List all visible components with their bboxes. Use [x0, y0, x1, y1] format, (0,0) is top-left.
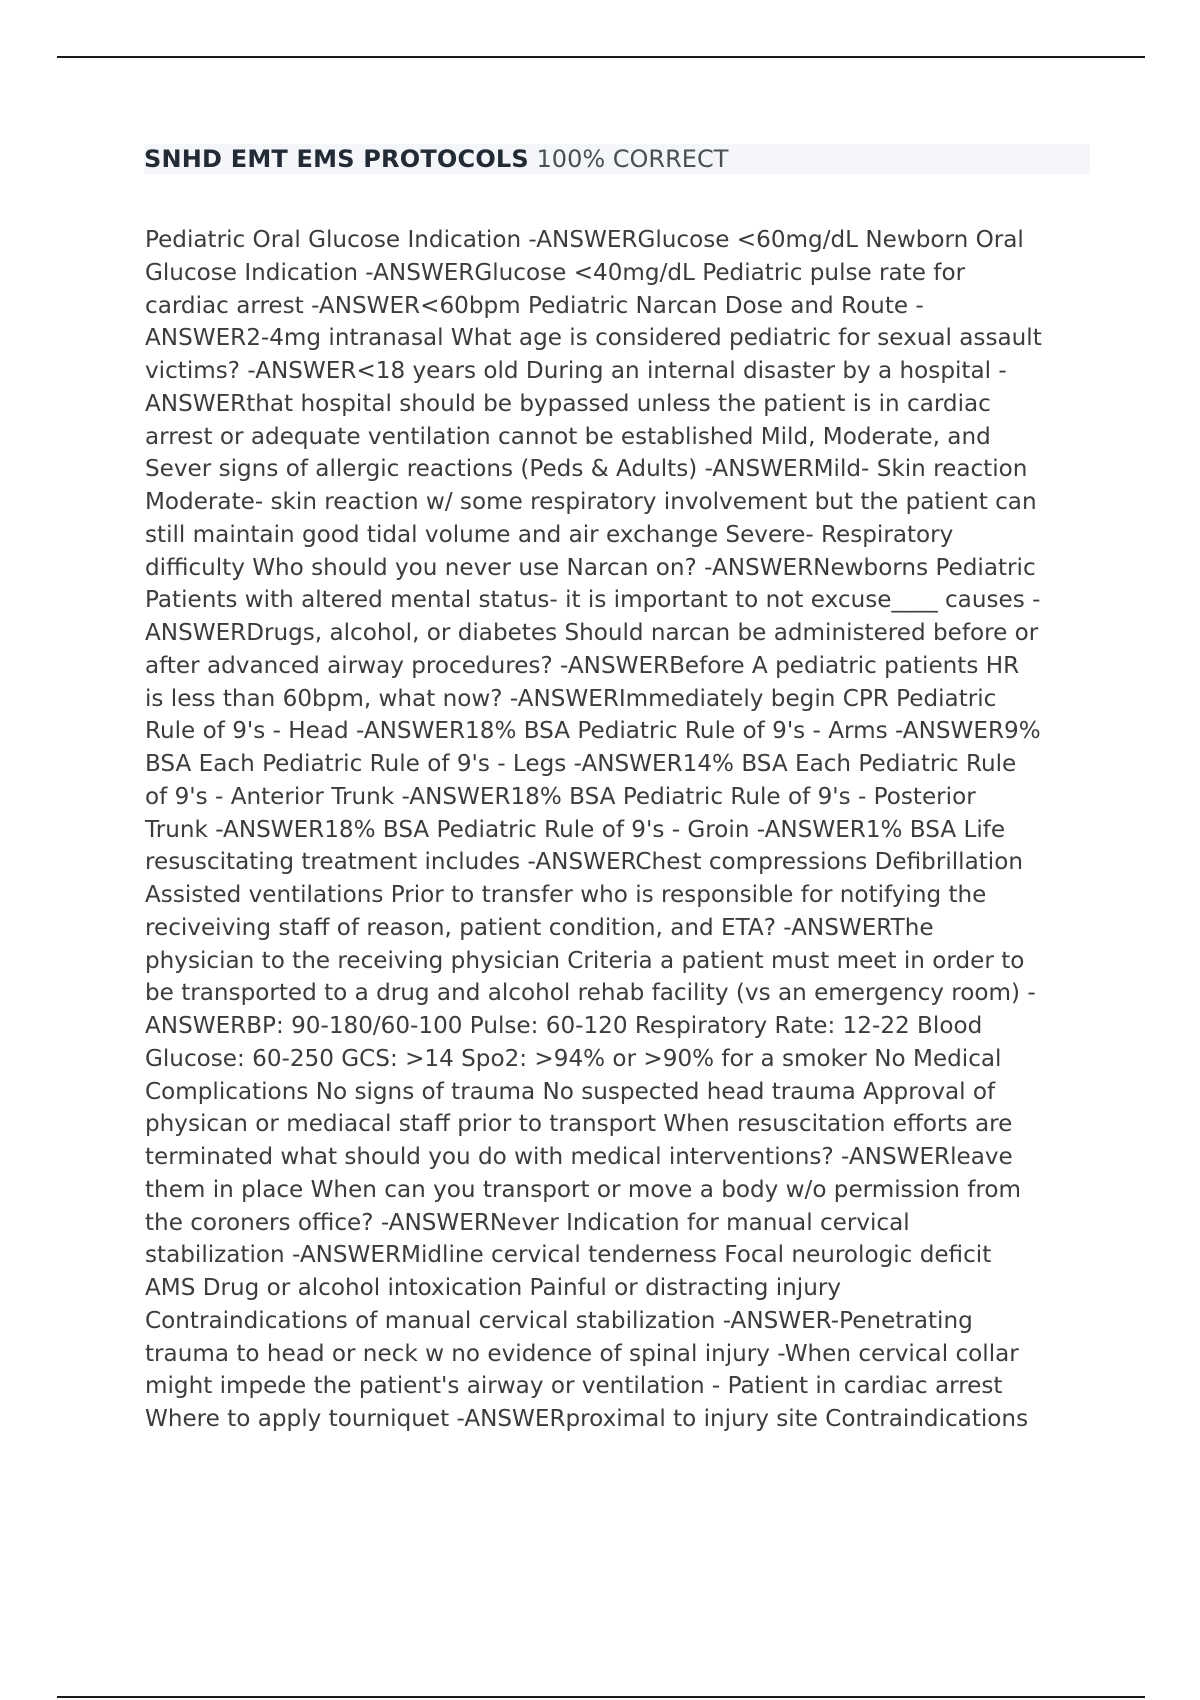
body-line: Pediatric Oral Glucose Indication -ANSWERGlucose <60mg/dL Newborn Oral: [145, 227, 1024, 253]
body-line: Trunk -ANSWER18% BSA Pediatric Rule of 9's - Groin -ANSWER1% BSA Life: [145, 816, 1006, 843]
top-rule: [57, 56, 1145, 58]
body-line: Sever signs of allergic reactions (Peds & Adults) -ANSWERMild- Skin reaction: [145, 456, 1028, 483]
body-line: AMS Drug or alcohol intoxication Painful or distracting injury: [145, 1275, 842, 1301]
body-line: still maintain good tidal volume and air exchange Severe- Respiratory: [145, 521, 954, 548]
body-line: the coroners office? -ANSWERNever Indication for manual cervical: [145, 1209, 910, 1236]
body-line: resuscitating treatment includes -ANSWERChest compressions Defibrillation: [145, 849, 1023, 876]
body-line: after advanced airway procedures? -ANSWERBefore A pediatric patients HR: [145, 652, 1020, 679]
title-suffix-text: 100% CORRECT: [528, 145, 729, 173]
body-line: terminated what should you do with medical interventions? -ANSWERleave: [145, 1144, 1013, 1170]
body-line: Assisted ventilations Prior to transfer who is responsible for notifying the: [145, 882, 987, 908]
body-line: Moderate- skin reaction w/ some respiratory involvement but the patient can: [145, 489, 1037, 515]
body-line: victims? -ANSWER<18 years old During an internal disaster by a hospital -: [145, 358, 1007, 384]
document-title: [144, 144, 1090, 174]
document-body: [145, 224, 1095, 1436]
body-line: Glucose: 60-250 GCS: >14 Spo2: >94% or >90% for a smoker No Medical: [145, 1045, 1002, 1072]
body-line: of 9's - Anterior Trunk -ANSWER18% BSA Pediatric Rule of 9's - Posterior: [145, 783, 976, 810]
body-line: Contraindications of manual cervical stabilization -ANSWER-Penetrating: [145, 1307, 973, 1334]
bottom-rule: [57, 1696, 1145, 1698]
body-line: stabilization -ANSWERMidline cervical tenderness Focal neurologic deficit: [145, 1242, 992, 1269]
title-bold-text: SNHD EMT EMS PROTOCOLS: [144, 145, 529, 173]
body-line: physician to the receiving physician Criteria a patient must meet in order to: [145, 947, 1025, 974]
body-line: might impede the patient's airway or ventilation - Patient in cardiac arrest: [145, 1373, 1003, 1400]
body-line: ANSWERthat hospital should be bypassed unless the patient is in cardiac: [145, 390, 991, 417]
body-line: them in place When can you transport or move a body w/o permission from: [145, 1176, 1021, 1203]
body-line: be transported to a drug and alcohol rehab facility (vs an emergency room) -: [145, 980, 1036, 1007]
body-line: Where to apply tourniquet -ANSWERproximal to injury site Contraindications: [145, 1406, 1029, 1432]
body-line: reciveiving staff of reason, patient condition, and ETA? -ANSWERThe: [145, 914, 934, 941]
body-line: trauma to head or neck w no evidence of spinal injury -When cervical collar: [145, 1340, 1019, 1367]
body-line: BSA Each Pediatric Rule of 9's - Legs -ANSWER14% BSA Each Pediatric Rule: [145, 751, 1017, 777]
body-line: Rule of 9's - Head -ANSWER18% BSA Pediatric Rule of 9's - Arms -ANSWER9%: [145, 718, 1041, 745]
body-line: difficulty Who should you never use Narcan on? -ANSWERNewborns Pediatric: [145, 554, 1036, 581]
body-line: arrest or adequate ventilation cannot be established Mild, Moderate, and: [145, 423, 991, 450]
body-line: is less than 60bpm, what now? -ANSWERImmediately begin CPR Pediatric: [145, 685, 997, 712]
body-line: Glucose Indication -ANSWERGlucose <40mg/dL Pediatric pulse rate for: [145, 259, 966, 286]
body-line: ANSWER2-4mg intranasal What age is considered pediatric for sexual assault: [145, 325, 1042, 352]
body-line: ANSWERBP: 90-180/60-100 Pulse: 60-120 Respiratory Rate: 12-22 Blood: [145, 1013, 983, 1039]
body-line: physican or mediacal staff prior to transport When resuscitation efforts are: [145, 1111, 1013, 1138]
body-line: Patients with altered mental status- it is important to not excuse____ causes -: [145, 587, 1041, 614]
body-line: ANSWERDrugs, alcohol, or diabetes Should narcan be administered before or: [145, 620, 1039, 646]
body-line: cardiac arrest -ANSWER<60bpm Pediatric Narcan Dose and Route -: [145, 292, 924, 319]
body-line: Complications No signs of trauma No suspected head trauma Approval of: [145, 1078, 996, 1105]
